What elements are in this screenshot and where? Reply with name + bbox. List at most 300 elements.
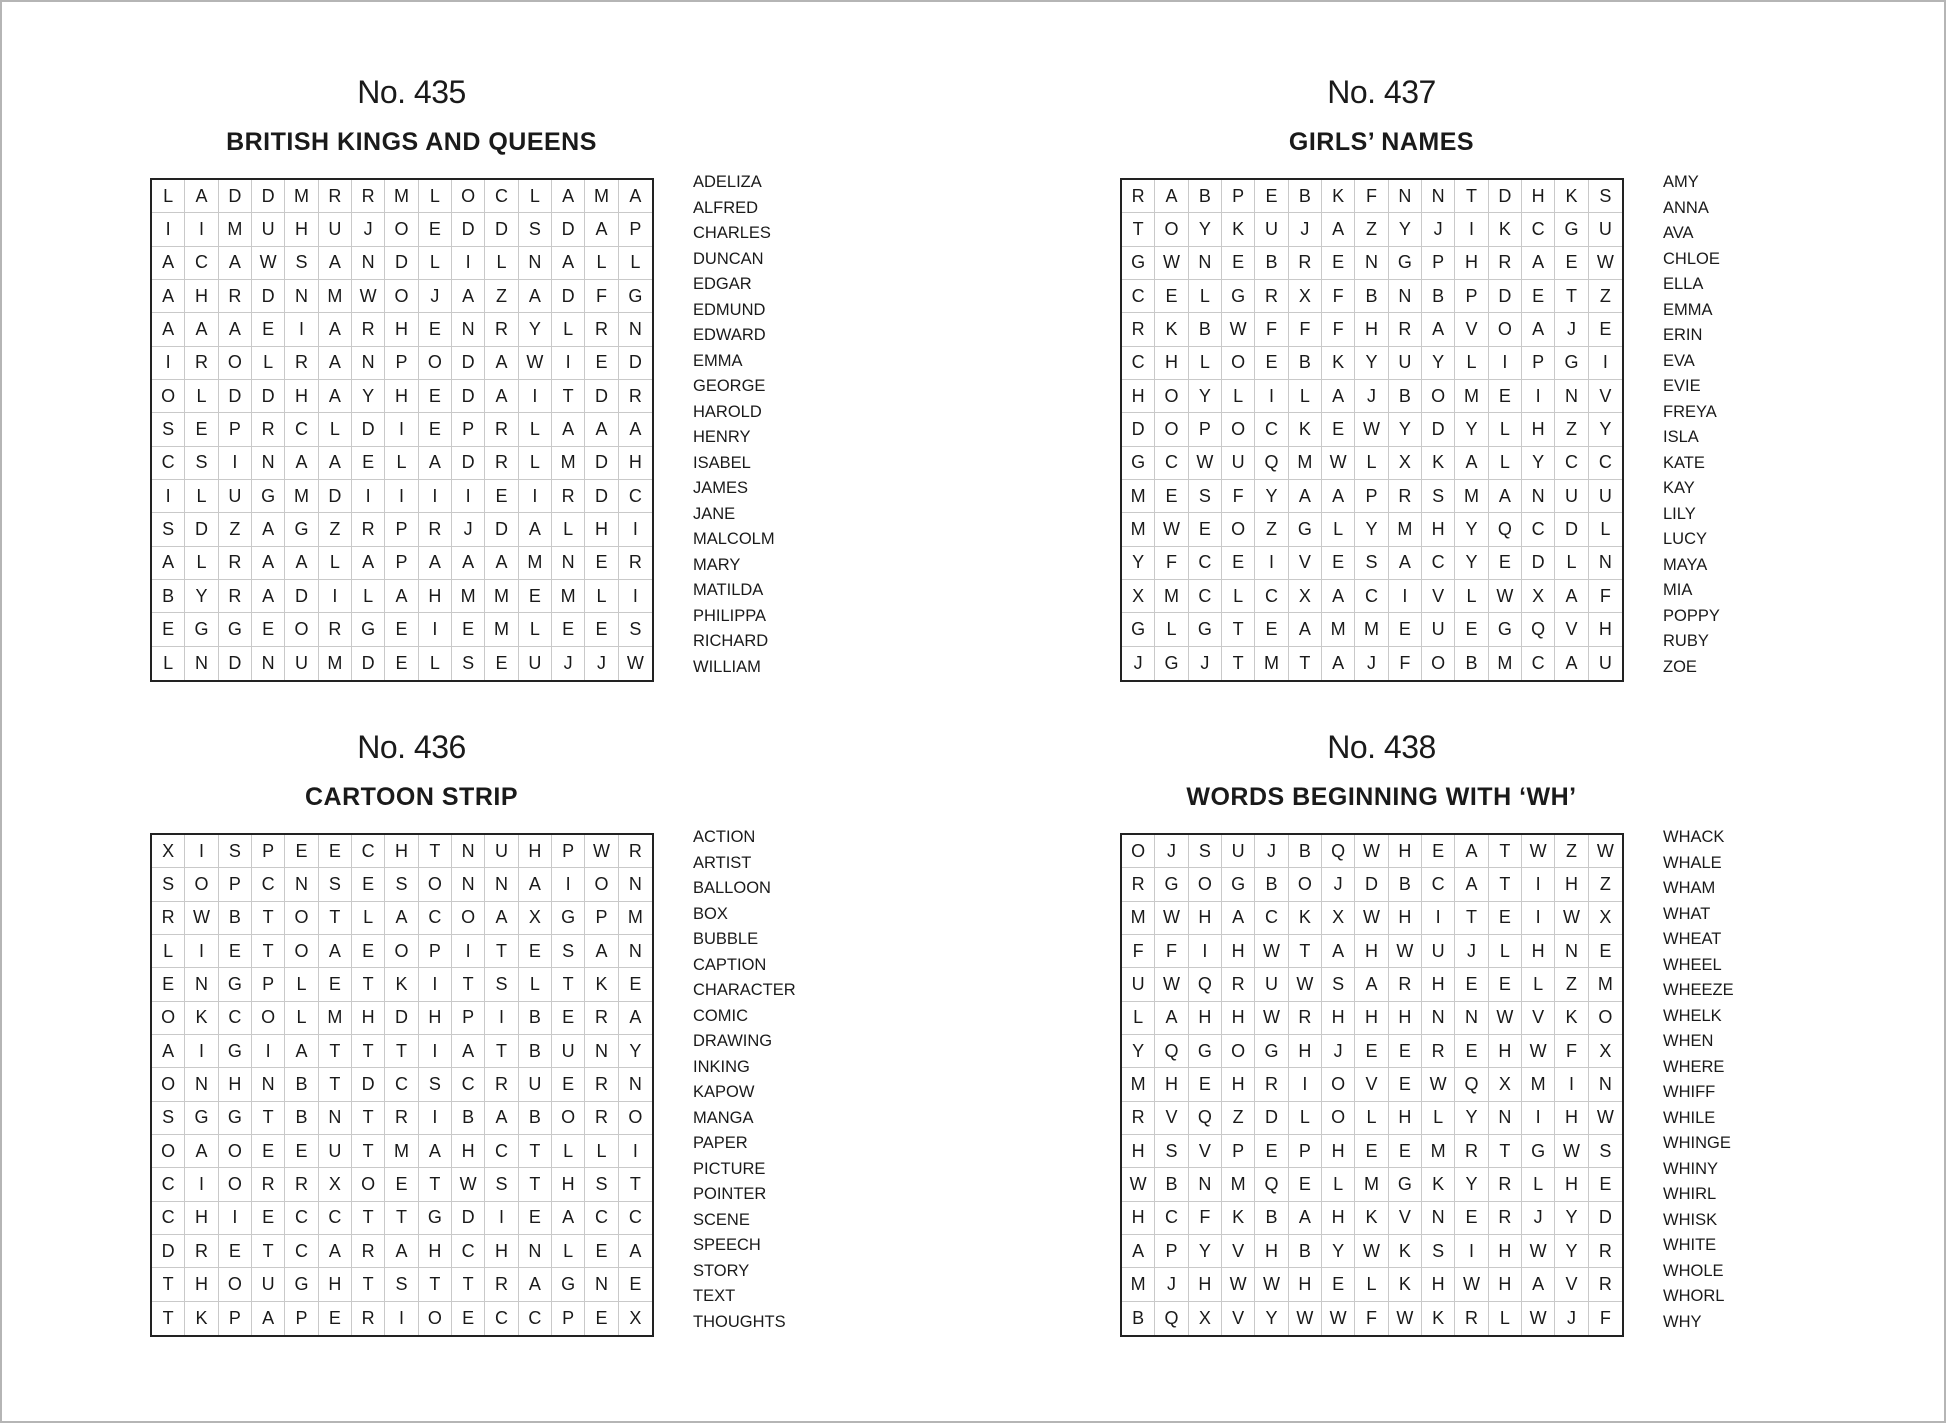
grid-cell: W bbox=[1522, 1302, 1555, 1335]
grid-cell: E bbox=[585, 347, 618, 380]
grid-cell: T bbox=[319, 1068, 352, 1101]
grid-cell: F bbox=[1222, 480, 1255, 513]
grid-cell: A bbox=[619, 1235, 652, 1268]
grid-cell: D bbox=[585, 447, 618, 480]
grid-cell: A bbox=[485, 347, 518, 380]
letter-grid bbox=[1120, 178, 1624, 682]
grid-cell: W bbox=[1522, 1235, 1555, 1268]
grid-cell: L bbox=[1589, 513, 1622, 546]
grid-cell: E bbox=[1189, 1068, 1222, 1101]
grid-cell: L bbox=[152, 935, 185, 968]
grid-cell: P bbox=[1222, 1135, 1255, 1168]
grid-cell: I bbox=[152, 480, 185, 513]
grid-cell: G bbox=[1189, 1035, 1222, 1068]
grid-cell: X bbox=[319, 1168, 352, 1201]
grid-cell: A bbox=[1522, 1268, 1555, 1301]
grid-cell: M bbox=[1122, 902, 1155, 935]
grid-cell: G bbox=[252, 480, 285, 513]
word-list-item: PHILIPPA bbox=[693, 606, 767, 625]
grid-cell: M bbox=[452, 580, 485, 613]
grid-cell: B bbox=[1255, 868, 1288, 901]
grid-cell: E bbox=[352, 935, 385, 968]
grid-cell: U bbox=[1555, 480, 1588, 513]
grid-cell: X bbox=[1289, 280, 1322, 313]
grid-cell: X bbox=[1589, 902, 1622, 935]
grid-cell: L bbox=[1422, 1102, 1455, 1135]
grid-cell: E bbox=[319, 835, 352, 868]
grid-cell: E bbox=[1422, 835, 1455, 868]
grid-cell: L bbox=[1222, 580, 1255, 613]
word-list-item: BOX bbox=[693, 904, 728, 923]
grid-cell: Y bbox=[1122, 547, 1155, 580]
grid-cell: M bbox=[552, 447, 585, 480]
grid-cell: I bbox=[1522, 868, 1555, 901]
grid-cell: V bbox=[1589, 380, 1622, 413]
grid-cell: P bbox=[1222, 180, 1255, 213]
grid-cell: L bbox=[1355, 447, 1388, 480]
grid-cell: R bbox=[1289, 1002, 1322, 1035]
word-list-item: WHOLE bbox=[1663, 1261, 1724, 1280]
grid-cell: D bbox=[1355, 868, 1388, 901]
word-list-item: WHAT bbox=[1663, 904, 1711, 923]
grid-cell: J bbox=[1189, 647, 1222, 680]
grid-cell: T bbox=[1489, 835, 1522, 868]
grid-cell: L bbox=[552, 513, 585, 546]
grid-cell: U bbox=[1222, 835, 1255, 868]
grid-cell: E bbox=[585, 1235, 618, 1268]
grid-cell: U bbox=[552, 1035, 585, 1068]
grid-cell: A bbox=[1522, 247, 1555, 280]
grid-cell: T bbox=[452, 968, 485, 1001]
grid-cell: M bbox=[1122, 1068, 1155, 1101]
grid-cell: C bbox=[1255, 580, 1288, 613]
grid-cell: T bbox=[1455, 902, 1488, 935]
word-list-item: WHIRL bbox=[1663, 1185, 1717, 1203]
grid-cell: B bbox=[219, 902, 252, 935]
word-list-item: SCENE bbox=[693, 1210, 750, 1229]
grid-cell: H bbox=[1522, 180, 1555, 213]
word-list-item: ARTIST bbox=[693, 853, 752, 872]
grid-cell: M bbox=[1355, 613, 1388, 646]
grid-cell: Z bbox=[1355, 213, 1388, 246]
grid-cell: B bbox=[1189, 313, 1222, 346]
grid-cell: E bbox=[619, 968, 652, 1001]
grid-cell: O bbox=[385, 935, 418, 968]
grid-cell: O bbox=[1222, 1035, 1255, 1068]
grid-cell: G bbox=[1289, 513, 1322, 546]
grid-cell: D bbox=[619, 347, 652, 380]
grid-cell: Q bbox=[1189, 1102, 1222, 1135]
grid-cell: W bbox=[1589, 247, 1622, 280]
letter-grid bbox=[1120, 833, 1624, 1337]
grid-cell: I bbox=[452, 935, 485, 968]
grid-cell: T bbox=[385, 1035, 418, 1068]
grid-cell: B bbox=[1189, 180, 1222, 213]
grid-cell: A bbox=[1555, 580, 1588, 613]
grid-cell: A bbox=[319, 247, 352, 280]
grid-cell: D bbox=[585, 480, 618, 513]
word-list-item: WHIFF bbox=[1663, 1083, 1716, 1101]
grid-cell: I bbox=[519, 380, 552, 413]
grid-cell: H bbox=[552, 1168, 585, 1201]
grid-cell: T bbox=[352, 1268, 385, 1301]
grid-cell: S bbox=[385, 1268, 418, 1301]
word-list-item: WHEEL bbox=[1663, 955, 1722, 974]
grid-cell: C bbox=[1189, 547, 1222, 580]
grid-cell: A bbox=[319, 1235, 352, 1268]
grid-cell: F bbox=[1589, 580, 1622, 613]
grid-cell: B bbox=[1289, 347, 1322, 380]
grid-cell: M bbox=[319, 280, 352, 313]
word-list bbox=[693, 170, 775, 680]
puzzle-title: BRITISH KINGS AND QUEENS bbox=[226, 128, 597, 156]
grid-cell: H bbox=[1255, 1235, 1288, 1268]
grid-cell: W bbox=[452, 1168, 485, 1201]
grid-cell: D bbox=[252, 280, 285, 313]
grid-cell: R bbox=[585, 1068, 618, 1101]
word-list-item: DRAWING bbox=[693, 1032, 773, 1050]
grid-cell: E bbox=[1255, 613, 1288, 646]
grid-cell: Y bbox=[1422, 347, 1455, 380]
grid-cell: B bbox=[1455, 647, 1488, 680]
grid-cell: C bbox=[352, 835, 385, 868]
grid-cell: R bbox=[1122, 313, 1155, 346]
grid-cell: H bbox=[285, 213, 318, 246]
grid-cell: Y bbox=[1455, 513, 1488, 546]
grid-cell: G bbox=[1489, 613, 1522, 646]
grid-cell: O bbox=[285, 935, 318, 968]
grid-cell: W bbox=[1389, 1302, 1422, 1335]
grid-cell: D bbox=[485, 213, 518, 246]
grid-cell: M bbox=[1489, 647, 1522, 680]
grid-cell: A bbox=[485, 380, 518, 413]
grid-cell: W bbox=[1155, 902, 1188, 935]
puzzle-title: CARTOON STRIP bbox=[305, 783, 518, 811]
grid-cell: L bbox=[319, 413, 352, 446]
grid-cell: Y bbox=[1589, 413, 1622, 446]
grid-cell: R bbox=[319, 613, 352, 646]
puzzle-435 bbox=[150, 62, 930, 676]
word-list-item: HENRY bbox=[693, 428, 751, 446]
grid-cell: D bbox=[219, 647, 252, 680]
word-list-item: WHISK bbox=[1663, 1210, 1718, 1229]
grid-cell: C bbox=[1255, 413, 1288, 446]
grid-cell: T bbox=[619, 1168, 652, 1201]
grid-cell: O bbox=[1155, 380, 1188, 413]
grid-cell: O bbox=[1155, 213, 1188, 246]
grid-cell: P bbox=[419, 935, 452, 968]
word-list-item: JAMES bbox=[693, 479, 749, 497]
grid-cell: Y bbox=[1522, 447, 1555, 480]
grid-cell: D bbox=[585, 380, 618, 413]
grid-cell: E bbox=[452, 613, 485, 646]
grid-cell: A bbox=[1455, 835, 1488, 868]
grid-cell: R bbox=[1122, 868, 1155, 901]
grid-cell: N bbox=[619, 935, 652, 968]
grid-cell: W bbox=[1155, 513, 1188, 546]
grid-cell: P bbox=[452, 413, 485, 446]
grid-cell: L bbox=[585, 580, 618, 613]
grid-cell: V bbox=[1355, 1068, 1388, 1101]
grid-cell: L bbox=[1555, 547, 1588, 580]
grid-cell: B bbox=[285, 1068, 318, 1101]
grid-cell: T bbox=[519, 1135, 552, 1168]
grid-cell: B bbox=[1389, 868, 1422, 901]
grid-cell: K bbox=[1322, 180, 1355, 213]
grid-cell: N bbox=[352, 247, 385, 280]
word-list-item: CHARLES bbox=[693, 224, 771, 242]
grid-cell: E bbox=[485, 647, 518, 680]
grid-cell: E bbox=[1355, 1135, 1388, 1168]
grid-cell: W bbox=[1489, 580, 1522, 613]
grid-cell: H bbox=[1189, 1002, 1222, 1035]
word-list-item: EDWARD bbox=[693, 326, 766, 344]
grid-cell: N bbox=[1355, 247, 1388, 280]
grid-cell: P bbox=[219, 1302, 252, 1335]
grid-cell: A bbox=[1522, 313, 1555, 346]
grid-cell: X bbox=[1589, 1035, 1622, 1068]
grid-cell: H bbox=[385, 380, 418, 413]
grid-cell: S bbox=[1189, 480, 1222, 513]
grid-cell: I bbox=[285, 313, 318, 346]
grid-cell: V bbox=[1389, 1202, 1422, 1235]
grid-cell: A bbox=[1222, 902, 1255, 935]
grid-cell: C bbox=[285, 1235, 318, 1268]
word-list-item: EMMA bbox=[1663, 300, 1713, 319]
grid-cell: N bbox=[1455, 1002, 1488, 1035]
grid-cell: X bbox=[1489, 1068, 1522, 1101]
grid-cell: A bbox=[1422, 313, 1455, 346]
grid-cell: F bbox=[1255, 313, 1288, 346]
grid-cell: J bbox=[1455, 935, 1488, 968]
grid-cell: O bbox=[152, 1002, 185, 1035]
grid-cell: P bbox=[385, 347, 418, 380]
grid-cell: E bbox=[452, 1302, 485, 1335]
grid-cell: Q bbox=[1155, 1035, 1188, 1068]
grid-cell: T bbox=[385, 1202, 418, 1235]
word-list-item: ISLA bbox=[1663, 428, 1699, 446]
grid-cell: O bbox=[385, 280, 418, 313]
grid-cell: W bbox=[626, 652, 644, 673]
grid-cell: S bbox=[319, 868, 352, 901]
grid-cell: I bbox=[319, 580, 352, 613]
grid-cell: H bbox=[1355, 1002, 1388, 1035]
word-list-item: ERIN bbox=[1663, 326, 1703, 344]
grid-cell: J bbox=[1322, 1035, 1355, 1068]
grid-cell: A bbox=[1555, 647, 1588, 680]
grid-cell: Y bbox=[1355, 513, 1388, 546]
grid-cell: E bbox=[419, 380, 452, 413]
grid-cell: X bbox=[629, 1307, 642, 1328]
grid-cell: M bbox=[1422, 1135, 1455, 1168]
grid-cell: A bbox=[419, 447, 452, 480]
grid-cell: A bbox=[419, 1135, 452, 1168]
grid-cell: O bbox=[419, 868, 452, 901]
grid-cell: G bbox=[219, 1102, 252, 1135]
grid-cell: P bbox=[219, 413, 252, 446]
grid-cell: N bbox=[252, 447, 285, 480]
grid-cell: D bbox=[385, 1002, 418, 1035]
grid-cell: R bbox=[252, 413, 285, 446]
grid-cell: D bbox=[352, 1068, 385, 1101]
grid-cell: T bbox=[152, 1302, 185, 1335]
grid-cell: F bbox=[1322, 280, 1355, 313]
grid-cell: R bbox=[352, 1235, 385, 1268]
grid-cell: B bbox=[452, 1102, 485, 1135]
grid-cell: L bbox=[1455, 580, 1488, 613]
grid-cell: T bbox=[252, 1102, 285, 1135]
grid-cell: O bbox=[352, 1168, 385, 1201]
grid-cell: K bbox=[1289, 902, 1322, 935]
grid-cell: N bbox=[1389, 180, 1422, 213]
grid-cell: D bbox=[485, 513, 518, 546]
grid-cell: S bbox=[1155, 1135, 1188, 1168]
grid-cell: R bbox=[219, 280, 252, 313]
grid-cell: Y bbox=[519, 313, 552, 346]
grid-cell: A bbox=[385, 902, 418, 935]
grid-cell: U bbox=[519, 1068, 552, 1101]
word-list-item: SPEECH bbox=[693, 1236, 761, 1254]
word-list-item: MATILDA bbox=[693, 581, 764, 599]
grid-cell: J bbox=[419, 280, 452, 313]
grid-cell: S bbox=[1422, 1235, 1455, 1268]
grid-cell: L bbox=[285, 1002, 318, 1035]
grid-cell: B bbox=[1255, 1202, 1288, 1235]
grid-cell: J bbox=[1555, 313, 1588, 346]
grid-cell: W bbox=[519, 347, 552, 380]
grid-cell: A bbox=[319, 935, 352, 968]
grid-cell: T bbox=[519, 1168, 552, 1201]
grid-cell: W bbox=[1255, 1268, 1288, 1301]
grid-cell: Y bbox=[1322, 1235, 1355, 1268]
grid-cell: I bbox=[619, 1135, 652, 1168]
grid-cell: A bbox=[519, 513, 552, 546]
grid-cell: Y bbox=[1455, 413, 1488, 446]
grid-cell: H bbox=[1455, 247, 1488, 280]
word-list-item: EDMUND bbox=[693, 300, 766, 319]
grid-cell: C bbox=[1422, 868, 1455, 901]
grid-cell: J bbox=[585, 647, 618, 680]
grid-cell: N bbox=[1422, 1202, 1455, 1235]
grid-cell: P bbox=[1289, 1135, 1322, 1168]
grid-cell: N bbox=[1389, 280, 1422, 313]
grid-cell: R bbox=[585, 313, 618, 346]
grid-cell: M bbox=[1455, 480, 1488, 513]
grid-cell: W bbox=[352, 280, 385, 313]
grid-cell: A bbox=[619, 180, 652, 213]
word-list-item: WHITE bbox=[1663, 1236, 1717, 1254]
grid-cell: L bbox=[1189, 280, 1222, 313]
grid-cell: G bbox=[552, 1268, 585, 1301]
grid-cell: C bbox=[1522, 513, 1555, 546]
grid-cell: Q bbox=[1322, 835, 1355, 868]
grid-cell: X bbox=[1522, 580, 1555, 613]
grid-cell: H bbox=[1489, 1235, 1522, 1268]
grid-cell: E bbox=[352, 868, 385, 901]
grid-cell: A bbox=[385, 580, 418, 613]
grid-cell: I bbox=[1522, 1102, 1555, 1135]
grid-cell: H bbox=[1189, 1268, 1222, 1301]
grid-cell: C bbox=[252, 868, 285, 901]
grid-cell: E bbox=[385, 1168, 418, 1201]
grid-cell: H bbox=[619, 447, 652, 480]
grid-cell: E bbox=[1222, 247, 1255, 280]
puzzle-number: No. 436 bbox=[357, 729, 466, 765]
grid-cell: O bbox=[219, 1135, 252, 1168]
grid-cell: I bbox=[385, 1302, 418, 1335]
grid-cell: H bbox=[1422, 968, 1455, 1001]
word-list-item: PICTURE bbox=[693, 1159, 766, 1178]
grid-cell: K bbox=[1489, 213, 1522, 246]
grid-cell: A bbox=[1322, 580, 1355, 613]
grid-cell: L bbox=[585, 247, 618, 280]
grid-cell: P bbox=[552, 1302, 585, 1335]
grid-cell: R bbox=[385, 1102, 418, 1135]
grid-cell: N bbox=[585, 1268, 618, 1301]
grid-cell: I bbox=[219, 1202, 252, 1235]
grid-cell: I bbox=[452, 247, 485, 280]
grid-cell: L bbox=[519, 447, 552, 480]
grid-cell: E bbox=[1322, 1268, 1355, 1301]
grid-cell: A bbox=[152, 280, 185, 313]
grid-cell: O bbox=[152, 1135, 185, 1168]
grid-cell: Z bbox=[319, 513, 352, 546]
grid-cell: W bbox=[1589, 835, 1622, 868]
grid-cell: I bbox=[1489, 347, 1522, 380]
grid-cell: R bbox=[1122, 1102, 1155, 1135]
grid-cell: W bbox=[1122, 1168, 1155, 1201]
grid-cell: I bbox=[152, 213, 185, 246]
grid-cell: L bbox=[1522, 968, 1555, 1001]
grid-cell: Y bbox=[1455, 1102, 1488, 1135]
grid-cell: I bbox=[452, 480, 485, 513]
grid-cell: H bbox=[485, 1235, 518, 1268]
grid-cell: S bbox=[419, 1068, 452, 1101]
grid-cell: W bbox=[1355, 413, 1388, 446]
grid-cell: R bbox=[485, 313, 518, 346]
grid-cell: Q bbox=[1522, 613, 1555, 646]
grid-cell: S bbox=[152, 1102, 185, 1135]
grid-cell: E bbox=[419, 313, 452, 346]
grid-cell: H bbox=[1322, 1202, 1355, 1235]
grid-cell: O bbox=[152, 1068, 185, 1101]
grid-cell: S bbox=[219, 835, 252, 868]
grid-cell: H bbox=[1589, 613, 1622, 646]
grid-cell: I bbox=[1455, 213, 1488, 246]
grid-cell: A bbox=[1389, 547, 1422, 580]
grid-cell: A bbox=[485, 1102, 518, 1135]
grid-cell: S bbox=[152, 413, 185, 446]
grid-cell: Z bbox=[1222, 1102, 1255, 1135]
grid-cell: I bbox=[1522, 902, 1555, 935]
grid-cell: E bbox=[285, 1135, 318, 1168]
grid-cell: E bbox=[1389, 1035, 1422, 1068]
grid-cell: E bbox=[1489, 380, 1522, 413]
grid-cell: C bbox=[1422, 547, 1455, 580]
grid-cell: A bbox=[219, 313, 252, 346]
grid-cell: D bbox=[452, 347, 485, 380]
grid-cell: D bbox=[252, 180, 285, 213]
grid-cell: A bbox=[252, 580, 285, 613]
grid-cell: U bbox=[1589, 213, 1622, 246]
word-list-item: THOUGHTS bbox=[693, 1312, 786, 1331]
grid-cell: R bbox=[285, 347, 318, 380]
grid-cell: M bbox=[1122, 1268, 1155, 1301]
grid-cell: T bbox=[419, 1268, 452, 1301]
word-list-item: AVA bbox=[1663, 224, 1694, 242]
grid-cell: C bbox=[1522, 647, 1555, 680]
grid-cell: W bbox=[1455, 1268, 1488, 1301]
